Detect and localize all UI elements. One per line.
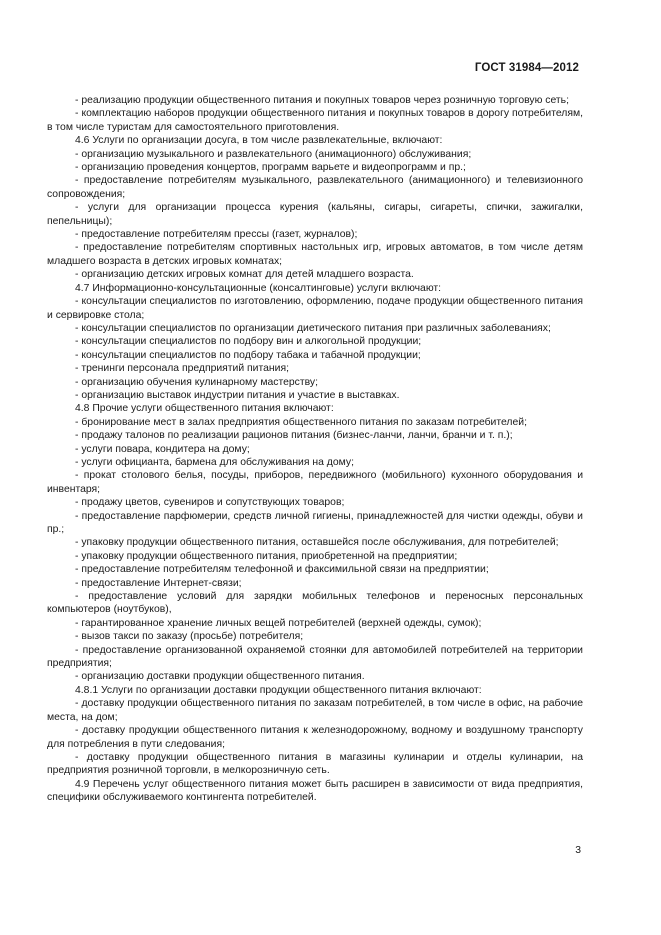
paragraph: - упаковку продукции общественного питания, приобретенной на предприятии; (75, 550, 458, 562)
paragraph: - организацию детских игровых комнат для детей младшего возраста. (75, 269, 414, 281)
paragraph: - доставку продукции общественного питания в магазины кулинарии и отделы кулинарии, на предприятия розничной торговли, в мелкорозничную сеть. (47, 751, 583, 777)
paragraph: - предоставление Интернет-связи; (75, 577, 242, 589)
paragraph: - предоставление потребителям телефонной и факсимильной связи на предприятии; (75, 564, 489, 576)
paragraph: - гарантированное хранение личных вещей потребителей (верхней одежды, сумок); (75, 617, 482, 629)
paragraph: - продажу цветов, сувениров и сопутствующих товаров; (75, 497, 345, 509)
paragraph: - доставку продукции общественного питания по заказам потребителей, в том числе в офис, на рабочие места, на дом; (47, 698, 583, 723)
page-number: 3 (575, 845, 581, 856)
paragraph: - услуги повара, кондитера на дому; (75, 443, 250, 455)
paragraph: 4.7 Информационно-консультационные (консалтинговые) услуги включают: (75, 282, 442, 294)
paragraph: 4.6 Услуги по организации досуга, в том числе развлекательные, включают: (75, 135, 443, 147)
paragraph: - бронирование мест в залах предприятия общественного питания по заказам потребителей; (75, 416, 527, 428)
paragraph: - предоставление потребителям музыкального, развлекательного (анимационного) и телевизионного сопровождения; (47, 175, 583, 200)
paragraph: 4.8.1 Услуги по организации доставки продукции общественного питания включают: (75, 684, 482, 696)
paragraph: - реализацию продукции общественного питания и покупных товаров через розничную торговую сеть; (75, 95, 569, 106)
paragraph: - консультации специалистов по изготовлению, оформлению, подаче продукции общественного питания и сервировке стола; (47, 296, 583, 321)
paragraph: - организацию обучения кулинарному мастерству; (75, 376, 319, 388)
paragraph: - консультации специалистов по организации диетического питания при различных заболеваниях; (75, 322, 551, 334)
paragraph: - предоставление условий для зарядки мобильных телефонов и переносных персональных компьютеров (ноутбуков), (47, 591, 583, 616)
paragraph: - комплектацию наборов продукции общественного питания и покупных товаров в дорогу потребителям, в том числе туристам для самостоятельного приготовления. (47, 108, 583, 133)
paragraph: 4.9 Перечень услуг общественного питания может быть расширен в зависимости от вида предприятия, специфики обслуживаемого контингента потребителей. (47, 778, 583, 804)
paragraph: - организацию доставки продукции общественного питания. (75, 671, 365, 683)
paragraph: - продажу талонов по реализации рационов питания (бизнес-ланчи, ланчи, бранчи и т. п.); (75, 430, 513, 442)
paragraph: 4.8 Прочие услуги общественного питания включают: (75, 403, 334, 415)
paragraph: - упаковку продукции общественного питания, оставшейся после обслуживания, для потребителей; (75, 537, 559, 549)
paragraph: - вызов такси по заказу (просьбе) потребителя; (75, 631, 304, 643)
paragraph: - консультации специалистов по подбору вин и алкогольной продукции; (75, 336, 422, 348)
document-code: ГОСТ 31984—2012 (474, 62, 579, 74)
paragraph: - предоставление организованной охраняемой стоянки для автомобилей потребителей на территории предприятия; (47, 644, 583, 670)
paragraph: - организацию выставок индустрии питания и участие в выставках. (75, 389, 400, 401)
paragraph: - тренинги персонала предприятий питания; (75, 363, 289, 375)
paragraph: - организацию музыкального и развлекательного (анимационного) обслуживания; (75, 148, 472, 160)
document-body (47, 94, 583, 805)
paragraph: - предоставление парфюмерии, средств личной гигиены, принадлежностей для чистки одежды, обуви и пр.; (47, 510, 583, 535)
paragraph: - доставку продукции общественного питания к железнодорожному, водному и воздушному транспорту для потребления в пути следования; (47, 725, 583, 750)
paragraph: - консультации специалистов по подбору табака и табачной продукции; (75, 349, 421, 361)
paragraph: - организацию проведения концертов, программ варьете и видеопрограмм и пр.; (75, 162, 466, 174)
paragraph: - услуги для организации процесса курения (кальяны, сигары, сигареты, спички, зажигалки, пепельницы); (47, 202, 583, 227)
paragraph: - предоставление потребителям прессы (газет, журналов); (75, 229, 358, 241)
paragraph: - предоставление потребителям спортивных настольных игр, игровых автоматов, в том числе детям младшего возраста в детских игровых комнатах; (47, 242, 583, 267)
paragraph: - услуги официанта, бармена для обслуживания на дому; (75, 456, 354, 468)
paragraph: - прокат столового белья, посуды, приборов, передвижного (мобильного) кухонного оборудования и инвентаря; (47, 470, 583, 495)
